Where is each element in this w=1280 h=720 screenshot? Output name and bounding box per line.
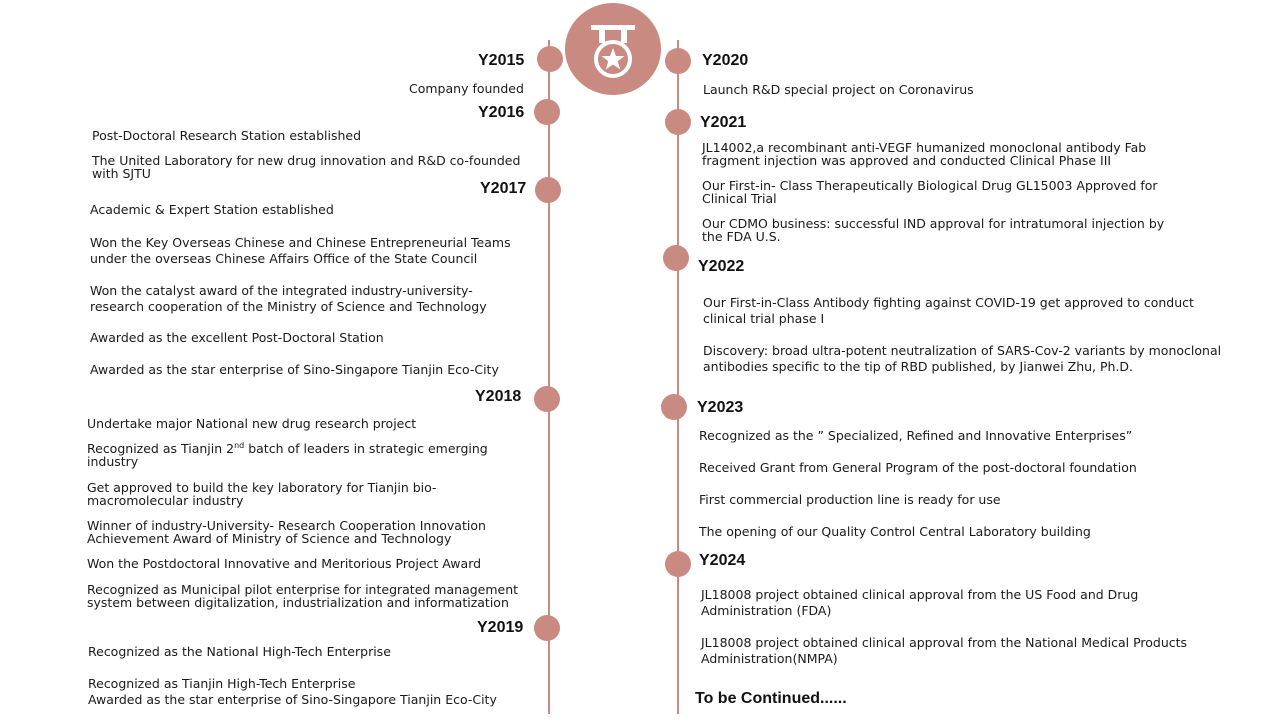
medal-star-icon: [565, 3, 661, 95]
milestone-item: Get approved to build the key laboratory for Tianjin bio-macromolecular industry: [87, 480, 437, 508]
year-label-2020: Y2020: [702, 52, 749, 69]
left-timeline-axis: [548, 40, 550, 714]
milestone-item: Our First-in- Class Therapeutically Biological Drug GL15003 Approved for Clinical Trial: [702, 178, 1158, 206]
timeline-dot-2021: [665, 109, 691, 135]
milestone-text-post: batch of leaders in strategic emerging industry: [87, 441, 488, 469]
timeline-dot-2015: [537, 46, 563, 72]
milestone-item: Launch R&D special project on Coronavirus: [703, 82, 974, 97]
milestone-item: Won the Key Overseas Chinese and Chinese Entrepreneurial Teams under the overseas Chinese Affairs Office of the State Council: [90, 235, 511, 266]
milestone-item: Post-Doctoral Research Station established: [92, 128, 362, 143]
milestone-item: First commercial production line is ready for use: [699, 492, 1001, 507]
timeline-dot-2024: [665, 551, 691, 577]
year-label-2016: Y2016: [478, 104, 525, 121]
ordinal-suffix: nd: [234, 441, 245, 450]
timeline-dot-2018: [534, 386, 560, 412]
year-label-2022: Y2022: [698, 258, 745, 275]
year-label-2023: Y2023: [697, 399, 744, 416]
timeline-dot-2016: [534, 99, 560, 125]
year-label-2021: Y2021: [700, 114, 747, 131]
right-timeline-axis: [677, 40, 679, 714]
timeline-dot-2020: [665, 48, 691, 74]
milestone-item: Recognized as the National High-Tech Enterprise: [88, 644, 391, 659]
milestone-item: Winner of industry-University- Research Cooperation Innovation Achievement Award of Ministry of Science and Technology: [87, 518, 486, 546]
timeline-dot-2022: [663, 245, 689, 271]
year-label-2017: Y2017: [480, 180, 527, 197]
milestone-item: Company founded: [409, 81, 524, 96]
to-be-continued: To be Continued......: [695, 690, 847, 707]
milestone-item: Academic & Expert Station established: [90, 202, 334, 217]
milestone-item: JL18008 project obtained clinical approval from the National Medical Products Administration(NMPA): [701, 635, 1188, 666]
milestone-item: Won the catalyst award of the integrated industry-university-research cooperation of the Ministry of Science and Technology: [90, 283, 487, 314]
medal-badge: [565, 3, 661, 95]
milestone-item: Our First-in-Class Antibody fighting against COVID-19 get approved to conduct clinical trial phase Ⅰ: [703, 295, 1194, 326]
milestone-item: Recognized as the ” Specialized, Refined and Innovative Enterprises”: [699, 428, 1133, 443]
year-label-2015: Y2015: [478, 52, 525, 69]
milestone-text-pre: Recognized as Tianjin 2: [87, 441, 235, 456]
milestone-item: Won the Postdoctoral Innovative and Meritorious Project Award: [87, 556, 482, 571]
milestone-item: Undertake major National new drug research project: [87, 416, 417, 431]
year-label-2019: Y2019: [477, 619, 524, 636]
milestone-item: Discovery: broad ultra-potent neutralization of SARS-Cov-2 variants by monoclonal antibodies specific to the tip of RBD published, by Jianwei Zhu, Ph.D.: [703, 343, 1222, 374]
milestone-item: Awarded as the excellent Post-Doctoral Station: [90, 330, 384, 345]
milestone-item: Recognized as Tianjin High-Tech Enterprise: [88, 676, 356, 691]
milestone-item: JL14002,a recombinant anti-VEGF humanized monoclonal antibody Fab fragment injection was approved and conducted Clinical Phase III: [702, 140, 1147, 168]
milestone-item: [87, 442, 507, 468]
milestone-item: Received Grant from General Program of the post-doctoral foundation: [699, 460, 1137, 475]
milestone-item: Recognized as Municipal pilot enterprise for integrated management system between digitalization, industrialization and informatization: [87, 582, 519, 610]
milestone-item: The United Laboratory for new drug innovation and R&D co-founded with SJTU: [92, 153, 521, 181]
timeline-dot-2017: [535, 177, 561, 203]
year-label-2018: Y2018: [475, 388, 522, 405]
milestone-item: Our CDMO business: successful IND approval for intratumoral injection by the FDA U.S.: [702, 216, 1165, 244]
year-label-2024: Y2024: [699, 552, 746, 569]
timeline-dot-2023: [661, 394, 687, 420]
milestone-item: Awarded as the star enterprise of Sino-Singapore Tianjin Eco-City: [88, 692, 497, 707]
milestone-item: JL18008 project obtained clinical approval from the US Food and Drug Administration (FDA): [701, 587, 1139, 618]
milestone-item: The opening of our Quality Control Central Laboratory building: [699, 524, 1091, 539]
timeline-dot-2019: [534, 615, 560, 641]
milestone-item: Awarded as the star enterprise of Sino-Singapore Tianjin Eco-City: [90, 362, 499, 377]
